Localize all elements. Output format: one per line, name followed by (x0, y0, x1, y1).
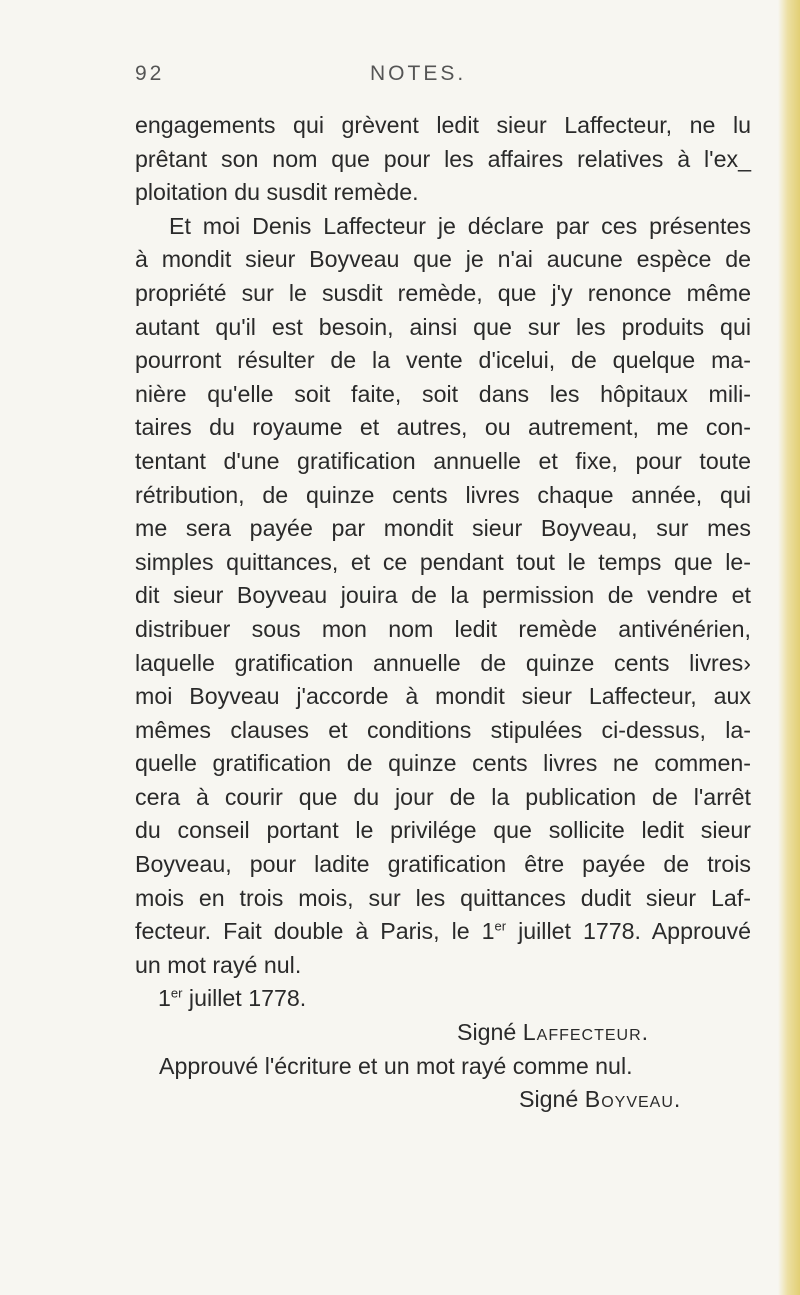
text-line: engagements qui grèvent ledit sieur Laffecteur, ne lu (135, 112, 751, 138)
signatory-name: Laffecteur. (522, 1019, 650, 1046)
text-line: me sera payée par mondit sieur Boyveau, sur mes (135, 515, 751, 542)
running-head (0, 62, 800, 92)
text-line: laquelle gratification annuelle de quinze cents livres› (135, 649, 751, 676)
text-line: rétribution, de quinze cents livres chaque année, qui (135, 481, 751, 508)
paris-line-start: fecteur. Fait double à Paris, le 1 (135, 918, 495, 945)
text-line: taires du royaume et autres, ou autrement, me con- (135, 414, 751, 441)
date-rest: juillet 1778. (182, 985, 307, 1012)
text-line: Et moi Denis Laffecteur je déclare par ces présentes (169, 212, 751, 239)
paris-line-end: juillet 1778. Approuvé (506, 918, 751, 945)
text-line: ploitation du susdit remède. (135, 179, 419, 206)
signature-label: Signé (519, 1086, 585, 1113)
text-line: propriété sur le susdit remède, que j'y renonce même (135, 279, 751, 306)
text-line: à mondit sieur Boyveau que je n'ai aucune espèce de (135, 246, 751, 273)
signature-laffecteur (135, 1016, 751, 1050)
text-line: mois en trois mois, sur les quittances dudit sieur Laf- (135, 884, 751, 911)
struck-word-line: un mot rayé nul. (135, 951, 302, 978)
text-line: pourront résulter de la vente d'icelui, de quelque ma- (135, 347, 751, 374)
date-day: 1 (158, 985, 171, 1012)
ordinal-superscript: er (170, 985, 183, 1001)
signature-label: Signé (457, 1019, 523, 1046)
text-line: nière qu'elle soit faite, soit dans les hôpitaux mili- (135, 380, 751, 407)
page-edge-shadow (778, 0, 800, 1295)
text-line: autant qu'il est besoin, ainsi que sur les produits qui (135, 313, 751, 340)
signatory-name: Boyveau. (584, 1086, 682, 1113)
text-line: du conseil portant le privilége que sollicite ledit sieur (135, 817, 751, 844)
date-line (135, 982, 751, 1016)
page-number: 92 (135, 62, 165, 85)
text-line: Boyveau, pour ladite gratification être payée de trois (135, 851, 751, 878)
text-line: prêtant son nom que pour les affaires relatives à l'ex_ (135, 145, 751, 172)
approval-line: Approuvé l'écriture et un mot rayé comme nul. (159, 1052, 633, 1079)
text-line: moi Boyveau j'accorde à mondit sieur Laffecteur, aux (135, 683, 751, 710)
body-text (135, 109, 751, 1117)
ordinal-superscript: er (494, 918, 507, 934)
text-line: cera à courir que du jour de la publication de l'arrêt (135, 783, 751, 810)
text-line: simples quittances, et ce pendant tout le temps que le- (135, 548, 751, 575)
text-line: dit sieur Boyveau jouira de la permission de vendre et (135, 582, 751, 609)
signature-boyveau (135, 1083, 751, 1117)
text-line: mêmes clauses et conditions stipulées ci-dessus, la- (135, 716, 751, 743)
text-line: distribuer sous mon nom ledit remède antivénérien, (135, 615, 751, 642)
text-line: quelle gratification de quinze cents livres ne commen- (135, 750, 751, 777)
running-head-title: NOTES. (370, 62, 467, 85)
text-line: tentant d'une gratification annuelle et fixe, pour toute (135, 447, 751, 474)
paris-date-line (135, 915, 751, 949)
